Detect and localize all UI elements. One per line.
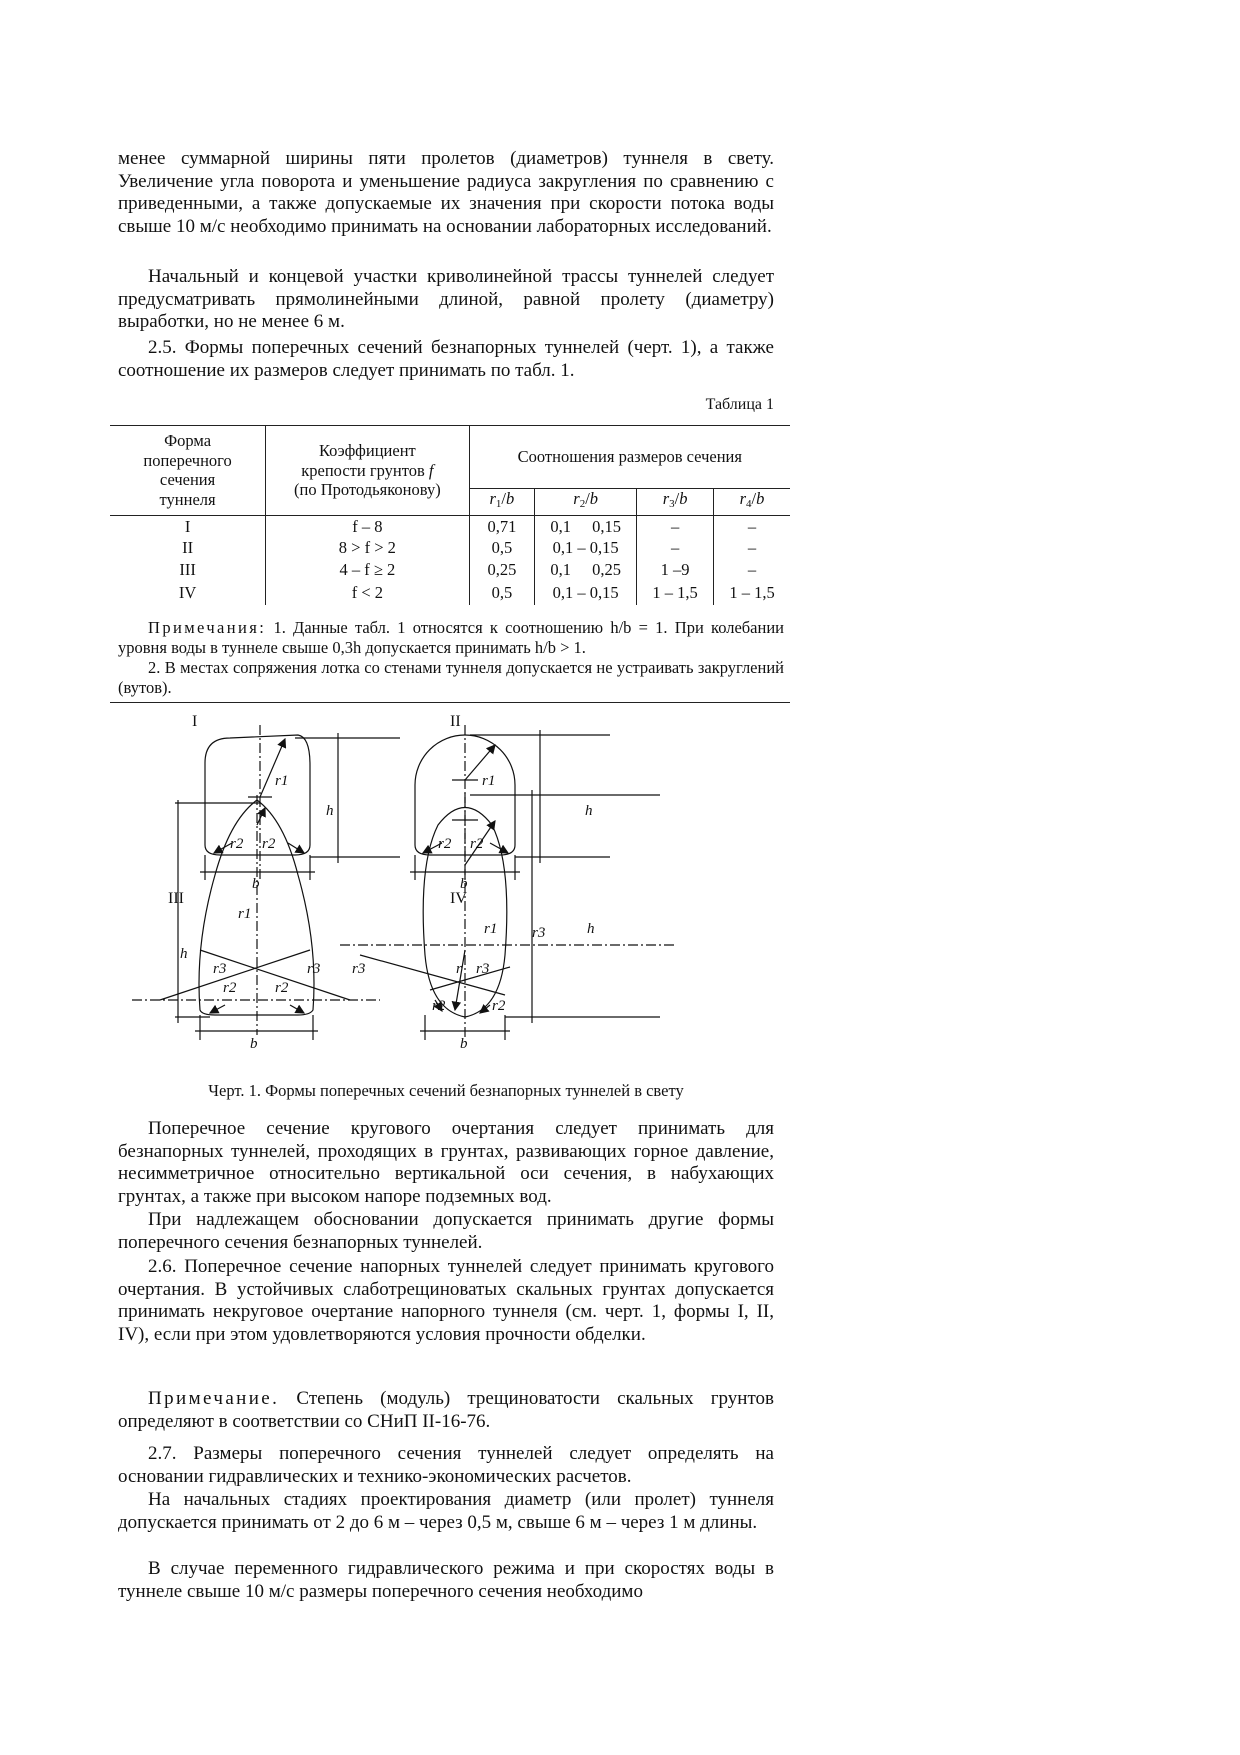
table-row [110,581,790,605]
cell-r4: – [714,559,790,581]
body-note-text: Степень (модуль) трещиноватости скальных грунтов определяют в соответствии со СНиП II-16-76. [118,1388,774,1432]
label-b-form4: b [460,1036,468,1052]
paragraph-3-text: 2.5. Формы поперечных сечений безнапорных туннелей (черт. 1), а также соотношение их размеров следует принимать по табл. 1. [118,337,774,381]
label-r1-form1: r1 [275,773,289,789]
paragraph-8-text: На начальных стадиях проектирования диаметр (или пролет) туннеля допускается принимать от 2 до 6 м – через 0,5 м, свыше 6 м – через 1 м длины. [118,1489,774,1533]
label-r1-form2: r1 [482,773,496,789]
cell-r1: 0,71 [469,515,535,537]
body-note [118,1388,774,1433]
paragraph-4 [118,1118,774,1208]
paragraph-6-text: 2.6. Поперечное сечение напорных туннелей следует принимать кругового очертания. В устойчивых слаботрещиноватых скальных грунтах допускается принимать некруговое очертание напорного туннеля (см. черт. 1, формы I, II, IV), если при этом удовлетворяются условия прочности обделки. [118,1256,774,1345]
header-group: Соотношения размеров сечения [469,426,790,489]
cell-r1: 0,5 [469,537,535,559]
paragraph-2 [118,266,774,334]
label-r2b-form4: r2 [492,998,506,1014]
label-r2b-form2: r2 [470,836,484,852]
note-2: 2. В местах сопряжения лотка со стенами туннеля допускается не устраивать закруглений (вутов). [118,658,784,697]
paragraph-3 [118,337,774,382]
paragraph-5-text: При надлежащем обосновании допускается принимать другие формы поперечного сечения безнапорных туннелей. [118,1209,774,1253]
table-row [110,537,790,559]
label-r2b-form1: r2 [262,836,276,852]
paragraph-9 [118,1558,774,1603]
cell-r4: 1 – 1,5 [714,581,790,605]
table-caption: Таблица 1 [705,396,774,413]
label-r1-form4: r1 [484,921,498,937]
section-form-2 [410,725,610,880]
label-r2a-form2: r2 [438,836,452,852]
header-r4b: $r_4/b$ [714,489,790,516]
paragraph-7 [118,1443,774,1488]
cell-r3: – [637,537,714,559]
label-b-form2: b [460,876,468,892]
label-r3b-form3: r3 [307,961,321,977]
notes-divider [110,702,790,703]
header-coef: Коэффициент крепости грунтов f (по Протодьяконову) [266,426,469,516]
header-r3b: $r_3/b$ [637,489,714,516]
header-form-line2: поперечного [143,450,232,470]
paragraph-1: менее суммарной ширины пяти пролетов (диаметров) туннеля в свету. Увеличение угла поворота и уменьшение радиуса закругления по сравнению с приведенными, а также допускаемые их значения при скорости потока воды свыше 10 м/с необходимо принимать на основании лабораторных исследований. [118,148,774,237]
header-coef-line2: крепости грунтов [301,460,425,480]
paragraph-8 [118,1489,774,1534]
cell-r2: 0,1 – 0,15 [535,581,637,605]
cell-coef: f – 8 [266,515,469,537]
cell-form: IV [178,583,197,603]
label-r2a-form3: r2 [223,980,237,996]
cell-form: I [184,516,191,536]
header-r1b: $r_1/b$ [469,489,535,516]
label-form-2: II [450,713,461,730]
cell-r2: 0,1 – 0,15 [535,537,637,559]
paragraph-5 [118,1209,774,1254]
cell-coef: f < 2 [266,581,469,605]
label-r-form4: r [456,961,462,977]
cell-r1: 0,5 [469,581,535,605]
paragraph-4-text: Поперечное сечение кругового очертания следует принимать для безнапорных туннелей, проходящих в грунтах, развивающих горное давление, несимметричное относительно вертикальной оси сечения, в набухающих грунтах, а также при высоком напоре подземных вод. [118,1118,774,1207]
label-h-form3: h [180,946,188,962]
label-r3a-form3: r3 [213,961,227,977]
paragraph-9-text: В случае переменного гидравлического режима и при скоростях воды в туннеле свыше 10 м/с размеры поперечного сечения необходимо [118,1558,774,1602]
cell-r3: 1 – 1,5 [637,581,714,605]
label-h-form2: h [585,803,593,819]
label-r2a-form1: r2 [230,836,244,852]
cell-r3: 1 –9 [637,559,714,581]
label-r3-form4-left: r3 [532,925,546,941]
cell-coef: 8 > f > 2 [266,537,469,559]
paragraph-2-text: Начальный и концевой участки криволинейной трассы туннелей следует предусматривать прямолинейными длиной, равной пролету (диаметру) выработки, но не менее 6 м. [118,266,774,333]
table-notes [118,618,784,698]
label-r1-form3: r1 [238,906,252,922]
form-3-r2-left [210,1005,225,1013]
header-form-line3: сечения [159,470,216,490]
cell-r2: 0,1   0,25 [535,559,637,581]
cell-form: III [179,560,196,580]
label-r2b-form3: r2 [275,980,289,996]
table-row [110,559,790,581]
header-coef-line3: (по Протодьяконову) [294,480,441,499]
table-row [110,515,790,537]
section-form-4 [340,790,675,1040]
cell-r1: 0,25 [469,559,535,581]
section-form-3 [132,795,380,1040]
label-form-3: III [168,890,184,907]
paragraph-6 [118,1256,774,1346]
header-form [110,426,266,516]
form-3-r1-arrow [257,808,265,825]
cell-coef: 4 – f ≥ 2 [266,559,469,581]
cell-r3: – [637,515,714,537]
header-form-line4: туннеля [159,489,216,509]
cell-r4: – [714,515,790,537]
form-3-r2-right [290,1005,304,1013]
label-r3c-form4: r3 [352,961,366,977]
label-b-form1: b [252,876,260,892]
body-note-label: Примечание. [148,1388,280,1409]
cell-form: II [182,538,194,558]
label-h-form4: h [587,921,595,937]
header-coef-line1: Коэффициент [318,441,416,460]
table-1 [110,425,790,605]
header-form-line1: Форма [164,431,212,451]
label-b-form3: b [250,1036,258,1052]
note-1: 1. Данные табл. 1 относятся к соотношению h/b = 1. При колебании уровня воды в туннеле свыше 0,3h допускается принимать h/b > 1. [118,618,784,657]
label-form-1: I [192,713,198,730]
notes-label: Примечания: [148,618,267,637]
header-r2b: $r_2/b$ [535,489,637,516]
label-r2a-form4: r2 [432,998,446,1014]
label-form-4: IV [450,890,467,907]
tunnel-sections-drawing [120,705,720,1075]
cell-r4: – [714,537,790,559]
figure-caption: Черт. 1. Формы поперечных сечений безнапорных туннелей в свету [208,1081,684,1100]
cell-r2: 0,1   0,15 [535,515,637,537]
label-h-form1: h [326,803,334,819]
paragraph-7-text: 2.7. Размеры поперечного сечения туннелей следует определять на основании гидравлических и технико-экономических расчетов. [118,1443,774,1487]
label-r3b-form4: r3 [476,961,490,977]
